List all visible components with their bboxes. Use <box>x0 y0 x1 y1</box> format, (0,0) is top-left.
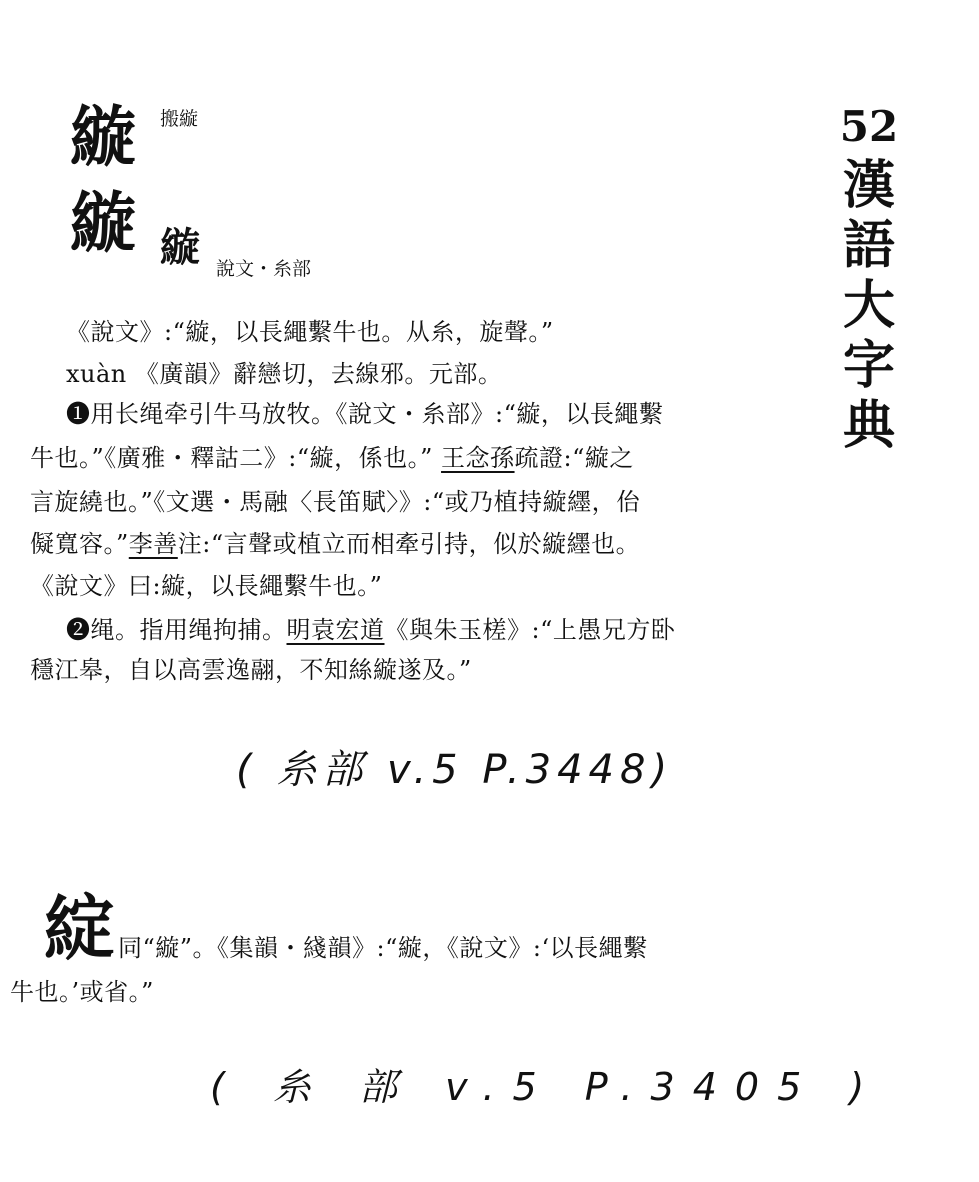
entry1-line-5: 言旋繞也。”《文選・馬融〈長笛賦〉》:“或乃植持縼纆，佁 <box>30 488 641 516</box>
entry1-line-7: 《說文》曰:縼，以長繩繫牛也。” <box>30 572 383 600</box>
variant-label: 搬縼 <box>160 108 199 130</box>
entry1-line-4 <box>30 444 634 472</box>
sidebar-number: 52 <box>839 102 899 151</box>
entry1-line-4-tail: 疏證:“縼之 <box>514 444 634 472</box>
entry1-line-6-head: 儗寬容。” <box>30 530 129 558</box>
sidebar-title <box>834 98 904 456</box>
entry1-line-8 <box>66 616 675 644</box>
entry1-line-3: ❶用长绳牵引牛马放牧。《說文・糸部》:“縼，以長繩繫 <box>66 400 664 428</box>
sidebar-char-3: 大 <box>842 275 895 336</box>
sidebar-char-5: 典 <box>842 395 895 456</box>
entry1-line-4-text: 牛也。”《廣雅・釋詁二》:“縼，係也。” <box>30 444 433 472</box>
entry1-line-6-tail: 注:“言聲或植立而相牽引持，似於縼纆也。 <box>177 530 641 558</box>
person-ming: 明 <box>286 616 311 644</box>
entry2-line-2: 牛也。’或省。” <box>10 978 154 1006</box>
entry1-line-8-tail: 《與朱玉槎》:“上愚兄方卧 <box>384 616 676 644</box>
person-wang-niansun: 王念孫 <box>441 444 515 472</box>
sidebar-char-1: 漢 <box>842 155 895 216</box>
seal-char: 縼 <box>160 224 200 271</box>
person-li-shan: 李善 <box>128 530 178 558</box>
head-char-2: 縼 <box>70 184 136 262</box>
entry1-line-6 <box>30 530 640 558</box>
sidebar-char-2: 語 <box>842 215 895 276</box>
seal-source: 說文・糸部 <box>216 258 312 280</box>
sidebar-char-4: 字 <box>842 335 895 396</box>
head-char-1: 縼 <box>70 98 136 176</box>
handwritten-note-2: ( 糸 部 v.5 P.3405 ) <box>210 1065 883 1109</box>
person-yuan-hongdao: 袁宏道 <box>311 616 385 644</box>
entry1-line-2: xuàn 《廣韻》辭戀切，去線邪。元部。 <box>66 360 503 388</box>
entry2-line-1: 同“縼”。《集韻・綫韻》:“縼，《說文》:‘以長繩繫 <box>118 934 648 962</box>
entry1-line-9: 穩江皋，自以高雲逸翮，不知絲縼遂及。” <box>30 656 472 684</box>
entry1-line-1: 《說文》:“縼，以長繩繫牛也。从糸，旋聲。” <box>66 318 554 346</box>
entry2-head-char: 綻 <box>44 887 114 970</box>
entry1-line-8-head: ❷绳。指用绳拘捕。 <box>66 616 287 644</box>
handwritten-note-1: ( 糸部 v.5 P.3448) <box>236 747 674 793</box>
